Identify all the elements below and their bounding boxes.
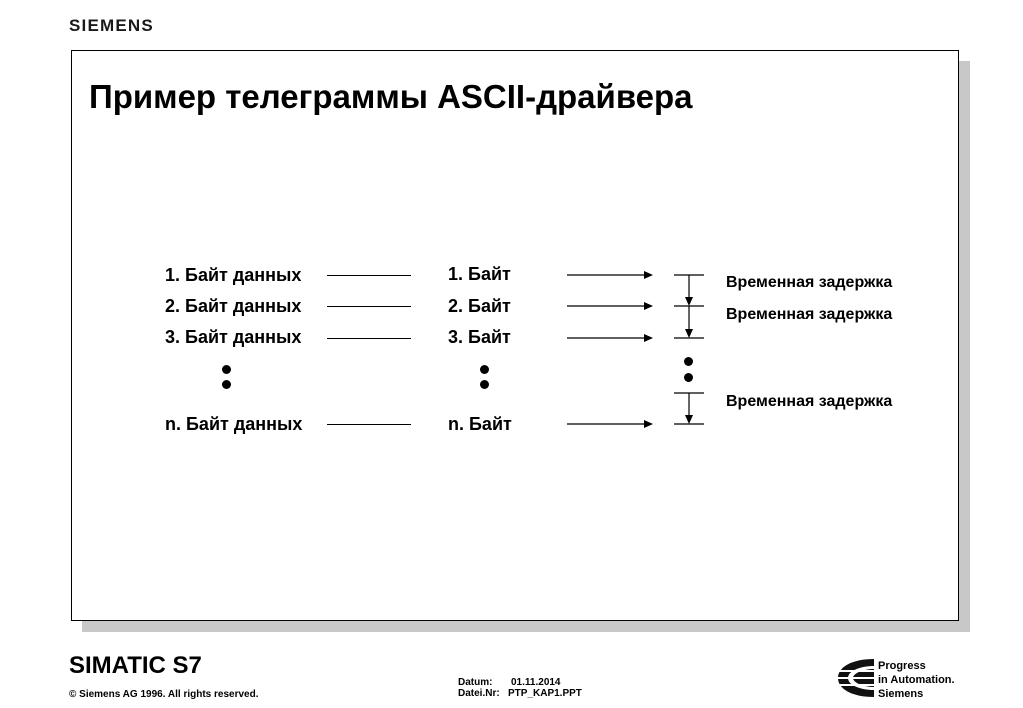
byte-3-arrow-head — [644, 334, 653, 342]
byte-2-label: 2. Байт — [448, 296, 511, 316]
product-name: SIMATIC S7 — [69, 652, 202, 679]
date-label: Datum: — [458, 677, 493, 688]
data-byte-n-label: n. Байт данных — [165, 414, 303, 434]
ellipsis-dot-5 — [684, 357, 693, 366]
byte-1-arrow-head — [644, 271, 653, 279]
slogan-line-2: in Automation. — [878, 674, 955, 686]
data-byte-3-label: 3. Байт данных — [165, 327, 302, 347]
slogan-line-1: Progress — [878, 660, 926, 672]
delay-label-3: Временная задержка — [726, 393, 893, 410]
byte-n-label: n. Байт — [448, 414, 512, 434]
delay-1-arrow-head — [685, 297, 693, 306]
delay-label-2: Временная задержка — [726, 306, 893, 323]
delay-n-arrow-head — [685, 415, 693, 424]
file-label: Datei.Nr: — [458, 688, 500, 699]
data-byte-2-label: 2. Байт данных — [165, 296, 302, 316]
slide-title: Пример телеграммы ASCII-драйвера — [89, 78, 693, 115]
date-value: 01.11.2014 — [511, 677, 561, 688]
slogan-line-3: Siemens — [878, 688, 924, 700]
file-value: PTP_KAP1.PPT — [508, 688, 582, 699]
byte-2-arrow-head — [644, 302, 653, 310]
progress-emblem-icon — [836, 657, 876, 699]
copyright: © Siemens AG 1996. All rights reserved. — [69, 689, 259, 700]
delay-2-arrow-head — [685, 329, 693, 338]
siemens-logo: SIEMENS — [69, 16, 154, 35]
ellipsis-dot-6 — [684, 373, 693, 382]
data-byte-1-label: 1. Байт данных — [165, 265, 302, 285]
byte-1-label: 1. Байт — [448, 264, 511, 284]
byte-3-label: 3. Байт — [448, 327, 511, 347]
byte-n-arrow-head — [644, 420, 653, 428]
delay-label-1: Временная задержка — [726, 274, 893, 291]
